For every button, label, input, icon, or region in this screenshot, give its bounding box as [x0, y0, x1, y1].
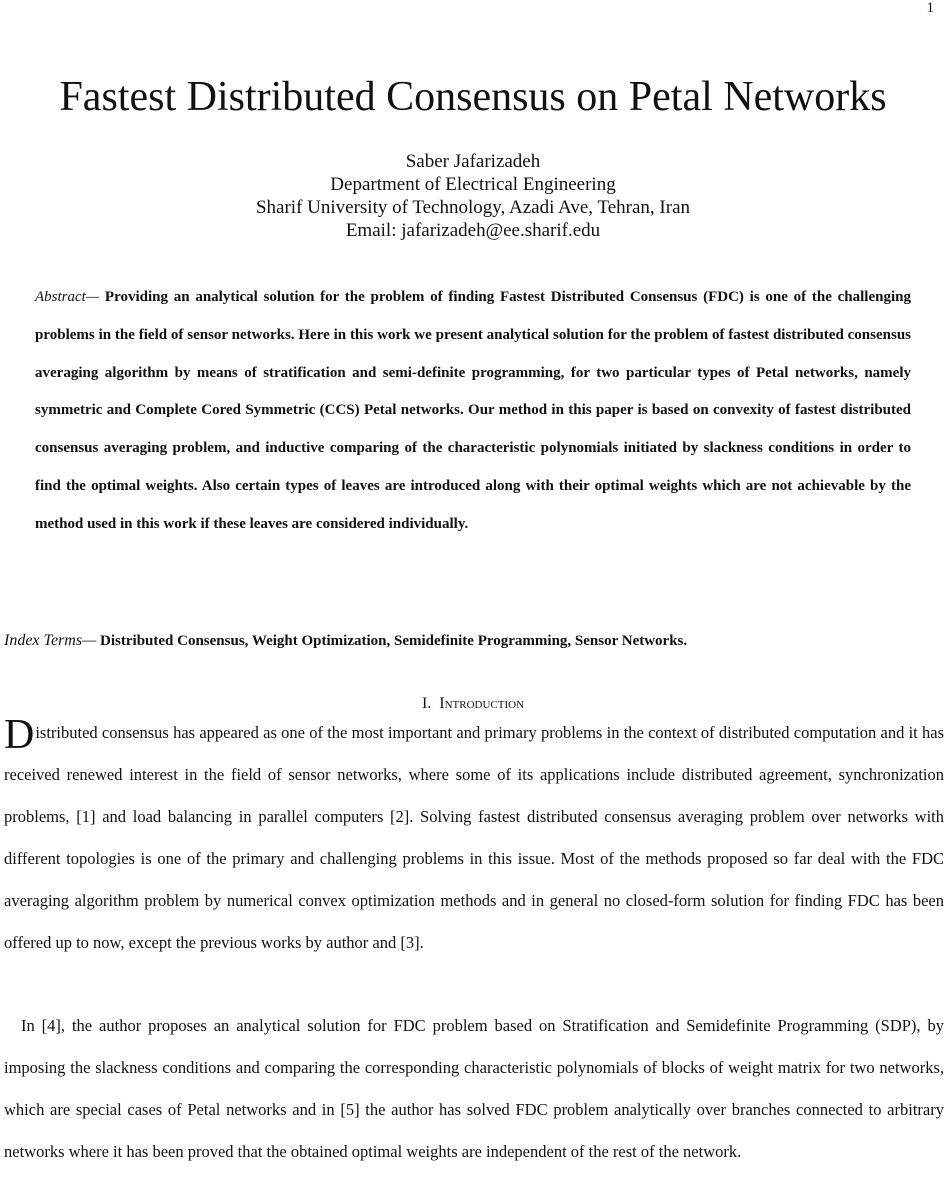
abstract	[35, 279, 911, 544]
page-number: 1	[926, 0, 934, 16]
author-block	[0, 150, 946, 242]
drop-cap: D	[4, 712, 35, 758]
section-number: I.	[421, 695, 432, 712]
paragraph-text: istributed consensus has appeared as one of the most important and primary problems in the context of distributed computation and it has received renewed interest in the field of sensor networks, where some of its applications include distributed agreement, synchronization problems, [1] and load balancing in parallel computers [2]. Solving fastest distributed consensus averaging problem over networks with different topologies is one of the primary and challenging problems in this issue. Most of the methods proposed so far deal with the FDC averaging algorithm problem by numerical convex optimization methods and in general no closed-form solution for finding FDC has been offered up to now, except the previous works by author and [3].	[4, 723, 944, 952]
author-email: Email: jafarizadeh@ee.sharif.edu	[345, 220, 601, 241]
section-title: Introduction	[439, 695, 525, 712]
index-terms	[4, 629, 944, 653]
author-department: Department of Electrical Engineering	[330, 174, 616, 195]
author-name: Saber Jafarizadeh	[405, 151, 541, 172]
abstract-label: Abstract—	[35, 289, 100, 305]
index-terms-label: Index Terms—	[4, 632, 97, 649]
paper-title: Fastest Distributed Consensus on Petal Networks	[59, 74, 887, 120]
intro-paragraph-1	[4, 712, 944, 963]
abstract-text: Providing an analytical solution for the problem of finding Fastest Distributed Consensus (FDC) is one of the challenging problems in the field of sensor networks. Here in this work we present analytical solution for the problem of fastest distributed consensus averaging algorithm by means of stratification and semi-definite programming, for two particular types of Petal networks, namely symmetric and Complete Cored Symmetric (CCS) Petal networks. Our method in this paper is based on convexity of fastest distributed consensus averaging problem, and inductive comparing of the characteristic polynomials initiated by slackness conditions in order to find the optimal weights. Also certain types of leaves are introduced along with their optimal weights which are not achievable by the method used in this work if these leaves are considered individually.	[35, 289, 911, 532]
index-terms-text: Distributed Consensus, Weight Optimization, Semidefinite Programming, Sensor Networks.	[100, 633, 688, 649]
author-institution: Sharif University of Technology, Azadi Ave, Tehran, Iran	[255, 197, 691, 218]
intro-paragraph-2	[4, 1005, 944, 1173]
paragraph-text: In [4], the author proposes an analytical solution for FDC problem based on Stratification and Semidefinite Programming (SDP), by imposing the slackness conditions and comparing the corresponding characteristic polynomials of blocks of weight matrix for two networks, which are special cases of Petal networks and in [5] the author has solved FDC problem analytically over branches connected to arbitrary networks where it has been proved that the obtained optimal weights are independent of the rest of the network.	[4, 1016, 944, 1161]
